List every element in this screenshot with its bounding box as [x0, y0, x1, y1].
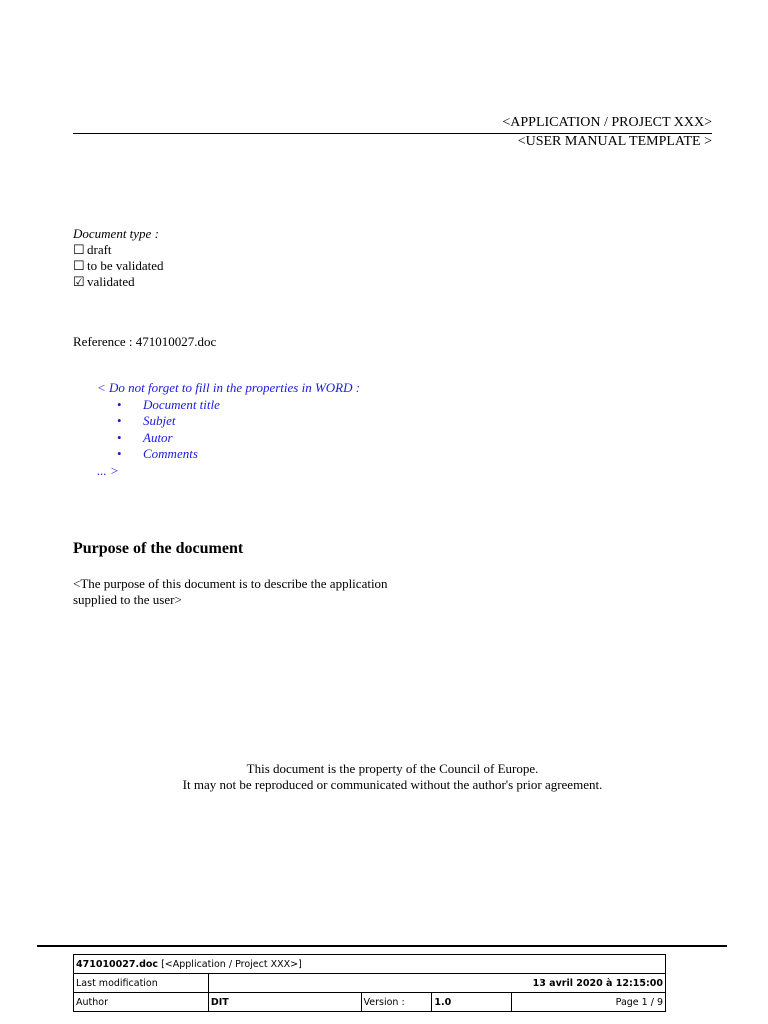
note-list	[97, 397, 360, 463]
footer-filename: 471010027.doc	[76, 958, 159, 970]
list-item-label: Document title	[143, 396, 220, 412]
bullet-icon: •	[117, 396, 122, 412]
bullet-icon: •	[117, 446, 122, 461]
author-label: Author	[74, 993, 209, 1012]
version-label: Version :	[361, 993, 432, 1012]
property-notice	[73, 761, 712, 793]
option-label: draft	[87, 242, 112, 257]
checkbox-icon: ☐	[73, 242, 85, 257]
property-line-1: This document is the property of the Council of Europe.	[246, 761, 539, 776]
bullet-icon: •	[117, 429, 122, 445]
version-value: 1.0	[432, 993, 512, 1012]
page-number: Page 1 / 9	[512, 993, 666, 1012]
list-item	[97, 397, 360, 414]
reference: Reference : 471010027.doc	[73, 334, 217, 349]
list-item	[97, 413, 360, 430]
checked-checkbox-icon: ☑	[73, 274, 85, 289]
author-value: DIT	[208, 993, 361, 1012]
option-draft	[73, 242, 164, 258]
purpose-text: <The purpose of this document is to describe the application supplied to the user>	[73, 576, 388, 607]
footer-table	[73, 954, 666, 1012]
document-type-label: Document type :	[73, 226, 159, 241]
note-intro: < Do not forget to fill in the properties in WORD :	[97, 380, 361, 395]
footer-file-cell	[74, 955, 666, 974]
note-end: ... >	[97, 462, 119, 478]
document-type-section	[73, 226, 164, 290]
properties-note	[97, 380, 360, 479]
footer-project: [<Application / Project XXX>]	[158, 958, 302, 970]
list-item-label: Autor	[143, 429, 173, 445]
header-template: <USER MANUAL TEMPLATE >	[517, 134, 712, 149]
purpose-title: Purpose of the document	[73, 540, 244, 557]
footer-rule	[37, 945, 727, 947]
list-item	[97, 446, 360, 463]
bullet-icon: •	[117, 413, 122, 428]
option-to-be-validated	[73, 258, 164, 274]
last-modification-value: 13 avril 2020 à 12:15:00	[208, 974, 665, 993]
list-item	[97, 430, 360, 447]
table-row	[74, 974, 666, 993]
last-modification-label: Last modification	[74, 974, 209, 993]
table-row	[74, 955, 666, 974]
list-item-label: Comments	[143, 446, 198, 461]
list-item-label: Subjet	[143, 413, 176, 428]
option-label: to be validated	[87, 258, 164, 273]
table-row	[74, 993, 666, 1012]
option-label: validated	[87, 274, 135, 289]
header-application: <APPLICATION / PROJECT XXX>	[502, 115, 712, 130]
option-validated	[73, 274, 164, 290]
checkbox-icon: ☐	[73, 258, 85, 273]
property-line-2: It may not be reproduced or communicated without the author's prior agreement.	[182, 777, 603, 792]
